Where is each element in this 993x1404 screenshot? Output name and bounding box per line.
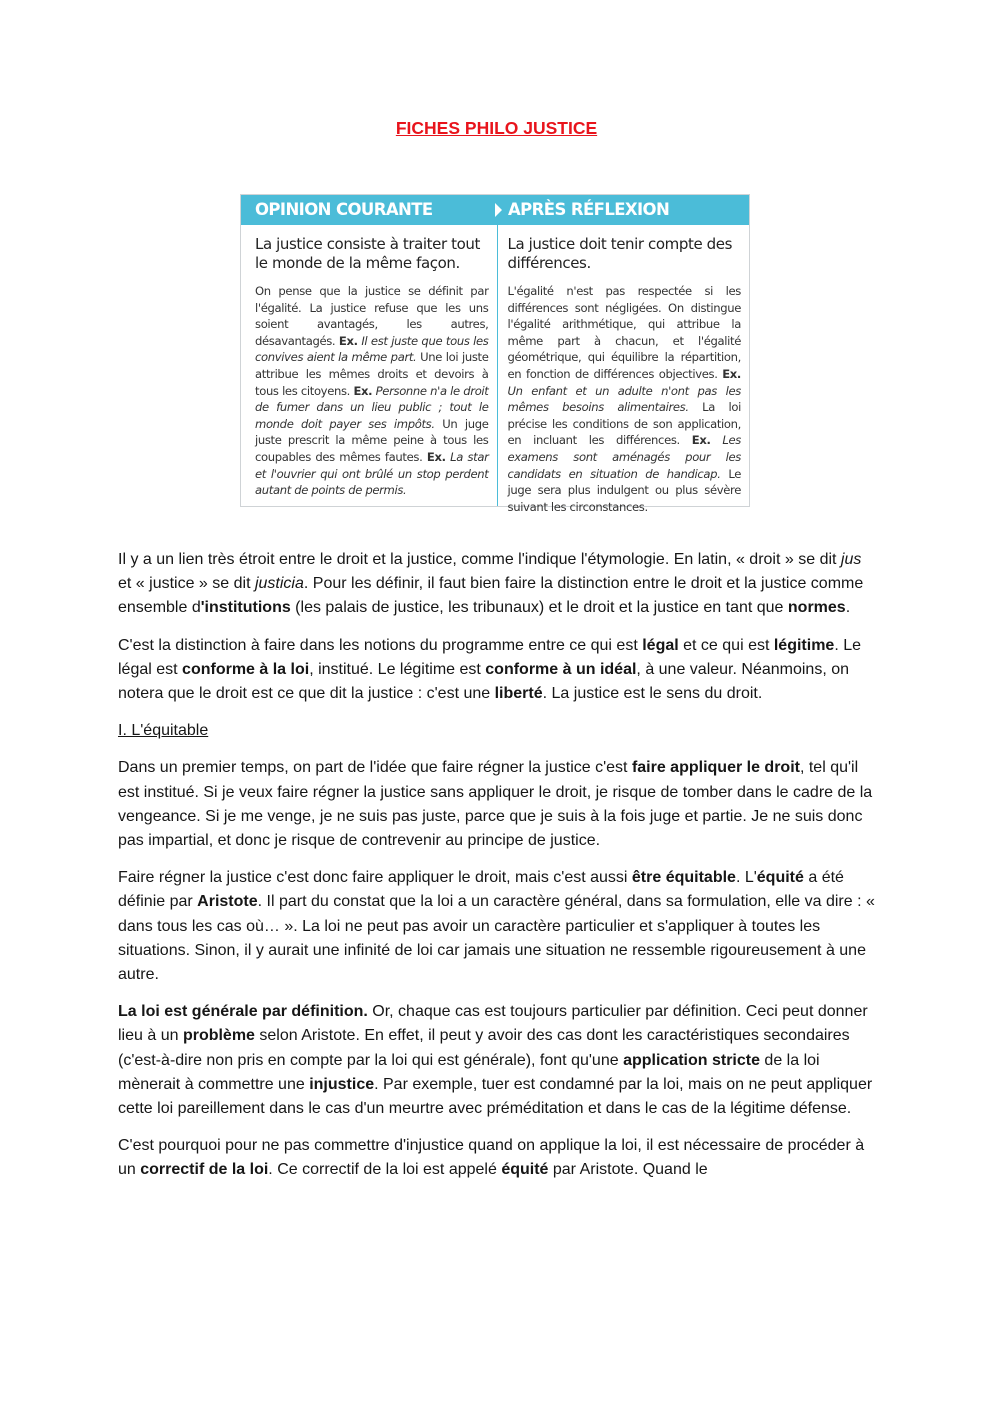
text: et ce qui est — [678, 636, 774, 654]
right-example-1: Un enfant et un adulte n'ont pas les mêmes besoins alimentaires. — [507, 383, 741, 415]
card-columns — [241, 225, 749, 514]
document-title: FICHES PHILO JUSTICE — [395, 118, 598, 138]
paragraph-6 — [118, 1134, 875, 1182]
key-term: équité — [756, 869, 804, 887]
text: Or, chaque cas est toujours particulier par définition. Ceci peut donner lieu à un — [118, 1003, 868, 1045]
text: C'est la distinction à faire dans les notions du programme entre ce qui est — [118, 636, 643, 654]
left-text — [255, 283, 489, 499]
key-term: application stricte — [623, 1051, 760, 1069]
text: et « justice » se dit — [118, 575, 255, 593]
key-term: correctif de la loi — [140, 1161, 269, 1179]
text: de la loi mènerait à commettre une — [118, 1051, 820, 1093]
left-header-label: OPINION COURANTE — [255, 200, 433, 219]
key-term: légal — [642, 636, 679, 654]
comparison-card — [240, 194, 750, 514]
text: selon Aristote. En effet, il peut y avoir des cas dont les caractéristiques secondaires (c'est-à-dire non pris en compte par la loi qui est générale), font qu'une — [118, 1027, 850, 1069]
paragraph-2 — [118, 634, 875, 707]
key-term: 'institutions — [200, 599, 291, 617]
right-text — [508, 283, 742, 515]
text: C'est pourquoi pour ne pas commettre d'injustice quand on applique la loi, il est nécessaire de procéder à un — [118, 1137, 865, 1179]
text: . Pour les définir, il faut bien faire la distinction entre le droit et la justice comme ensemble d — [118, 575, 864, 617]
left-example-1: Il est juste que tous les convives aient la même part. — [255, 333, 489, 365]
key-term: La loi est générale par définition. — [118, 1003, 368, 1021]
paragraph-3 — [118, 756, 875, 853]
right-header — [496, 195, 749, 225]
right-subtitle: La justice doit tenir compte des différences. — [507, 235, 733, 272]
left-subtitle: La justice consiste à traiter tout le monde de la même façon. — [255, 235, 480, 272]
left-example-3: La star et l'ouvrier qui ont brûlé un stop perdent autant de points de permis. — [255, 449, 489, 498]
key-term: équité — [501, 1161, 549, 1179]
key-term: normes — [787, 599, 846, 617]
right-column — [497, 225, 750, 514]
text: , tel qu'il est institué. Si je veux faire régner la justice sans appliquer le droit, je risque de tomber dans le cadre de la vengeance. Si je me venge, je ne suis pas juste, parce que je suis à la fois juge et partie. Je ne suis donc pas impartial, et donc je risque de contrevenir au principe de justice. — [118, 759, 873, 850]
text: Il y a un lien très étroit entre le droit et la justice, comme l'indique l'étymologie. En latin, « droit » se dit — [118, 551, 841, 568]
left-column — [241, 225, 497, 506]
right-example-2: Les examens sont aménagés pour les candidats en situation de handicap. — [507, 433, 741, 481]
paragraph-1 — [118, 548, 875, 621]
right-text-3: Le juge sera plus indulgent ou plus sévère suivant les circonstances. — [507, 466, 742, 514]
left-header — [241, 195, 496, 225]
example-label: Ex. — [338, 333, 358, 348]
latin-term: justicia — [254, 575, 304, 593]
key-term: Aristote — [197, 893, 258, 911]
paragraph-5 — [118, 1000, 875, 1121]
key-term: injustice — [309, 1075, 375, 1093]
key-term: conforme à la loi — [182, 660, 310, 678]
text: a été définie par — [118, 869, 844, 911]
right-header-label: APRÈS RÉFLEXION — [508, 200, 670, 219]
example-label: Ex. — [426, 449, 446, 464]
right-text-2: La loi précise les conditions de son application, en incluant les différences. — [507, 400, 741, 448]
card-header — [241, 195, 749, 225]
text: par Aristote. Quand le — [548, 1161, 708, 1179]
key-term: être équitable — [631, 869, 736, 887]
text: . La justice est le sens du droit. — [542, 685, 763, 703]
left-text-2: Une loi juste attribue les mêmes droits et devoirs à tous les citoyens. — [255, 350, 489, 398]
text: Faire régner la justice c'est donc faire appliquer le droit, mais c'est aussi — [118, 869, 632, 887]
right-text-1: L'égalité n'est pas respectée si les différences sont négligées. On distingue l'égalité arithmétique, qui attribue la même part à chacun, et l'égalité géométrique, qui équilibre la répartition, en fonction de différences objectives. — [507, 284, 741, 381]
arrow-right-icon — [495, 203, 502, 217]
text: . Ce correctif de la loi est appelé — [268, 1161, 502, 1179]
example-label: Ex. — [353, 383, 373, 398]
key-term: conforme à un idéal — [485, 660, 637, 678]
left-text-1: On pense que la justice se définit par l'égalité. La justice refuse que les uns soient avantagés, les autres, désavantagés. — [255, 284, 489, 348]
key-term: légitime — [773, 636, 835, 654]
key-term: faire appliquer le droit — [631, 759, 800, 777]
left-example-2: Personne n'a le droit de fumer dans un lieu public ; tout le monde doit payer ses impôts. — [255, 383, 489, 431]
text: , à une valeur. Néanmoins, on notera que le droit est ce que dit la justice : c'est une — [118, 660, 849, 703]
left-text-3: Un juge juste prescrit la même peine à tous les coupables des mêmes fautes. — [255, 416, 489, 464]
text: . Il part du constat que la loi a un caractère général, dans sa formulation, elle va dire : « dans tous les cas où… ». La loi ne peut pas avoir un caractère particulier et s'appliquer à toutes les situations. Sinon, il y aurait une infinité de loi car jamais une situation ne ressemble rigoureusement à une autre. — [118, 893, 875, 984]
text: . Le légal est — [118, 636, 862, 678]
key-term: liberté — [494, 685, 543, 703]
example-label: Ex. — [691, 433, 711, 448]
text: , institué. Le légitime est — [309, 660, 486, 678]
text: Dans un premier temps, on part de l'idée que faire régner la justice c'est — [118, 759, 632, 777]
key-term: problème — [182, 1027, 255, 1045]
document-body — [118, 548, 875, 1196]
example-label: Ex. — [722, 366, 741, 381]
paragraph-4 — [118, 866, 875, 987]
text: . Par exemple, tuer est condamné par la loi, mais on ne peut appliquer cette loi pareillement dans le cas d'un meurtre avec préméditation et dans le cas de la légitime défense. — [118, 1075, 873, 1118]
section-heading: I. L'équitable — [118, 722, 209, 740]
text: . — [845, 599, 851, 617]
latin-term: jus — [840, 551, 862, 568]
text: . L' — [735, 869, 757, 887]
text: (les palais de justice, les tribunaux) et le droit et la justice en tant que — [290, 599, 788, 617]
